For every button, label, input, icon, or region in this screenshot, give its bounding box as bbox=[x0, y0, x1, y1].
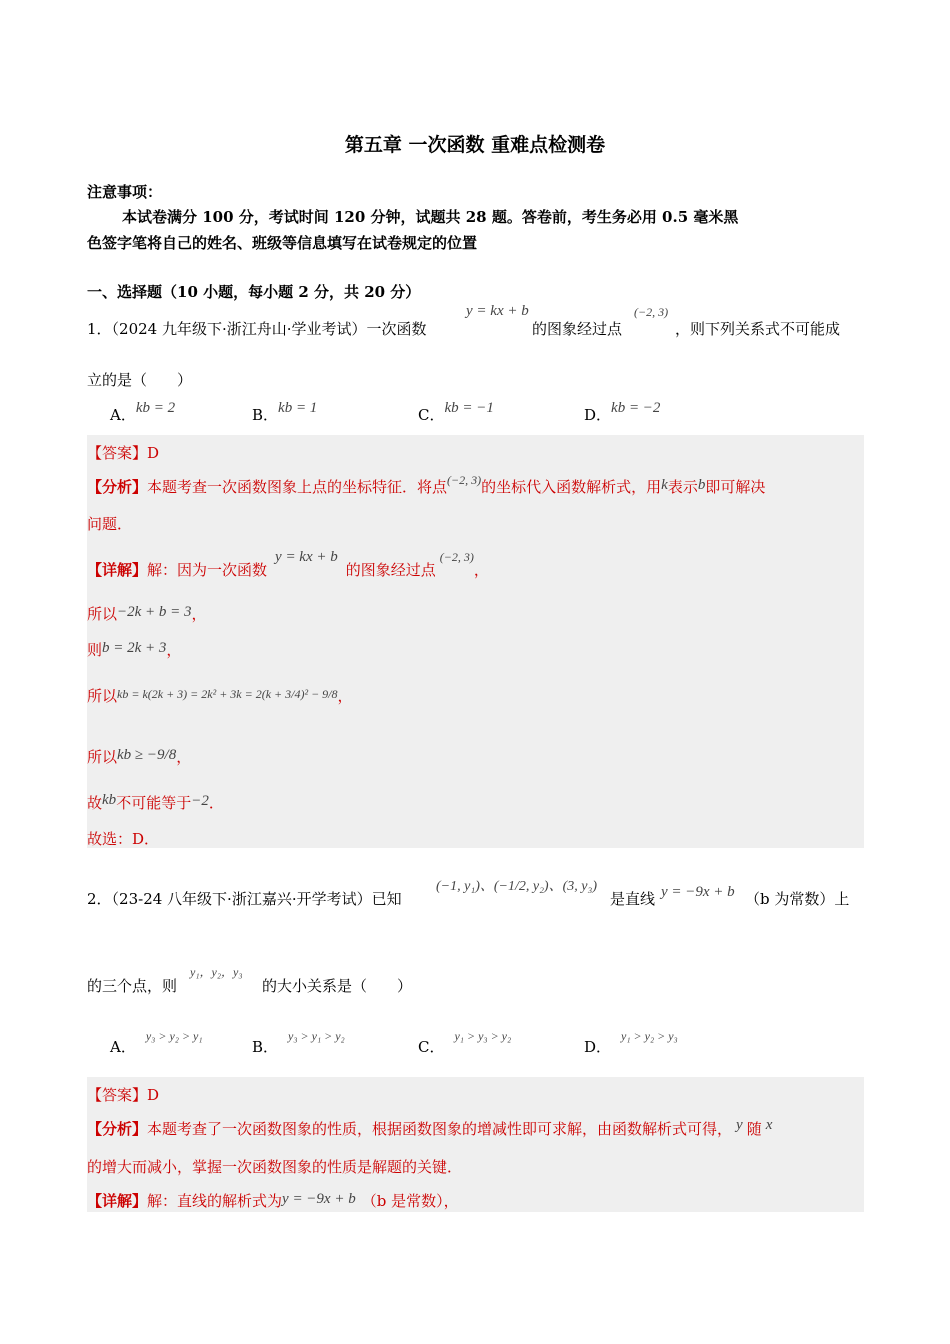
analysis-y: y bbox=[736, 1117, 743, 1133]
option-math: kb = −1 bbox=[444, 400, 494, 416]
option-math: y₁ > y₃ > y₂ bbox=[454, 1029, 512, 1043]
detail-function: y = kx + b bbox=[275, 549, 338, 565]
q2-line: y = −9x + b bbox=[661, 884, 735, 900]
option-math: y₃ > y₂ > y₁ bbox=[145, 1029, 203, 1043]
q2-detail bbox=[87, 1190, 459, 1211]
q2-answer: 【答案】D bbox=[87, 1086, 160, 1104]
step-text: 所以 bbox=[87, 687, 118, 705]
q1-stem-d: 立的是（ ） bbox=[87, 371, 193, 389]
step-text: 故 bbox=[87, 794, 103, 812]
q2-stem-d: 的三个点，则 bbox=[87, 977, 178, 995]
section-heading: 一、选择题（10 小题，每小题 2 分，共 20 分） bbox=[87, 283, 421, 301]
detail-text: 解：直线的解析式为 bbox=[147, 1192, 283, 1210]
option-label: C． bbox=[418, 1038, 445, 1056]
analysis-text: 本题考查了一次函数图象的性质，根据函数图象的增减性即可求解，由函数解析式可得， bbox=[147, 1120, 733, 1138]
analysis-text: 随 bbox=[746, 1120, 762, 1138]
step-text: ， bbox=[191, 605, 207, 623]
q2-option-c bbox=[418, 1029, 512, 1057]
step-text: ， bbox=[166, 641, 182, 659]
analysis-b: b bbox=[697, 477, 706, 493]
step-math: kb ≥ −9/8 bbox=[117, 747, 177, 763]
detail-math: y = −9x + b bbox=[282, 1191, 356, 1207]
q1-step-1 bbox=[87, 603, 207, 624]
option-label: C． bbox=[418, 406, 445, 424]
step-text: ， bbox=[337, 687, 353, 705]
analysis-point: (−2, 3) bbox=[447, 473, 482, 487]
analysis-x: x bbox=[765, 1117, 773, 1133]
q1-detail bbox=[87, 549, 489, 580]
q2-option-a bbox=[110, 1029, 203, 1057]
q1-function: y = kx + b bbox=[466, 303, 529, 319]
q2-analysis-cont: 的增大而减小，掌握一次函数图象的性质是解题的关键． bbox=[87, 1158, 463, 1176]
option-label: A． bbox=[110, 406, 136, 424]
q2-analysis bbox=[87, 1118, 772, 1139]
step-math: kb bbox=[102, 792, 117, 808]
q2-solution-box bbox=[87, 1077, 864, 1212]
q1-step-2 bbox=[87, 639, 181, 660]
q1-step-6: 故选：D． bbox=[87, 830, 160, 848]
detail-point: (−2, 3) bbox=[439, 550, 474, 564]
q1-option-a bbox=[110, 400, 176, 425]
step-text: 所以 bbox=[87, 748, 118, 766]
q1-option-c bbox=[418, 400, 494, 425]
q2-option-b bbox=[252, 1029, 345, 1057]
option-label: A． bbox=[110, 1038, 136, 1056]
analysis-text: 本题考查一次函数图象上点的坐标特征．将点 bbox=[147, 478, 448, 496]
detail-tag: 【详解】 bbox=[87, 561, 148, 579]
q1-stem-b: 的图象经过点 bbox=[532, 320, 623, 338]
option-math: kb = −2 bbox=[611, 400, 661, 416]
detail-text: ， bbox=[473, 561, 489, 579]
analysis-tag: 【分析】 bbox=[87, 478, 148, 496]
notice-line-2: 色签字笔将自己的姓名、班级等信息填写在试卷规定的位置 bbox=[87, 234, 478, 252]
option-label: D． bbox=[584, 406, 612, 424]
step-math: kb = k(2k + 3) = 2k² + 3k = 2(k + 3/4)² − 9/8 bbox=[117, 687, 338, 701]
q1-stem-c: ，则下列关系式不可能成 bbox=[675, 320, 841, 338]
q2-stem-a: 2．（23-24 八年级下·浙江嘉兴·开学考试）已知 bbox=[87, 890, 402, 908]
step-text: 所以 bbox=[87, 605, 118, 623]
q1-analysis-cont: 问题． bbox=[87, 515, 133, 533]
analysis-text: 的坐标代入函数解析式，用 bbox=[481, 478, 662, 496]
q2-stem-b: 是直线 bbox=[610, 890, 656, 908]
q1-solution-box bbox=[87, 435, 864, 848]
option-label: B． bbox=[252, 406, 279, 424]
q1-option-d bbox=[584, 400, 661, 425]
option-label: D． bbox=[584, 1038, 612, 1056]
step-text: 不可能等于 bbox=[116, 794, 192, 812]
detail-tag: 【详解】 bbox=[87, 1192, 148, 1210]
q2-option-d bbox=[584, 1029, 678, 1057]
q1-analysis bbox=[87, 473, 766, 497]
option-label: B． bbox=[252, 1038, 279, 1056]
q1-option-b bbox=[252, 400, 318, 425]
q2-vars: y₁，y₂，y₃ bbox=[190, 965, 243, 979]
analysis-text: 即可解决 bbox=[705, 478, 766, 496]
page-title: 第五章 一次函数 重难点检测卷 bbox=[344, 134, 606, 156]
option-math: y₁ > y₂ > y₃ bbox=[621, 1029, 678, 1043]
analysis-k: k bbox=[661, 477, 668, 493]
step-math: −2 bbox=[191, 793, 209, 809]
q1-answer: 【答案】D bbox=[87, 444, 160, 462]
detail-text: 解：因为一次函数 bbox=[147, 561, 268, 579]
detail-text: （b 是常数）， bbox=[361, 1192, 459, 1210]
q2-points: (−1, y₁)、(−1/2, y₂)、(3, y₃) bbox=[436, 879, 597, 894]
step-math: b = 2k + 3 bbox=[102, 640, 167, 656]
step-text: ． bbox=[208, 794, 224, 812]
q1-step-3 bbox=[87, 685, 353, 706]
option-math: y₃ > y₁ > y₂ bbox=[288, 1029, 345, 1043]
detail-text: 的图象经过点 bbox=[345, 561, 436, 579]
step-text: 则 bbox=[87, 641, 103, 659]
option-math: kb = 2 bbox=[135, 400, 176, 416]
q1-point: (−2, 3) bbox=[634, 305, 669, 319]
q1-step-4 bbox=[87, 746, 191, 767]
analysis-tag: 【分析】 bbox=[87, 1120, 148, 1138]
q1-stem-a: 1．（2024 九年级下·浙江舟山·学业考试）一次函数 bbox=[87, 320, 427, 338]
notice-heading: 注意事项： bbox=[87, 183, 163, 201]
step-text: ， bbox=[176, 748, 192, 766]
notice-line-1: 本试卷满分 100 分，考试时间 120 分钟，试题共 28 题。答卷前，考生务必用 0.5 毫米黑 bbox=[122, 208, 739, 226]
q2-stem-e: 的大小关系是（ ） bbox=[262, 977, 413, 995]
option-math: kb = 1 bbox=[278, 400, 318, 416]
analysis-text: 表示 bbox=[667, 478, 698, 496]
step-math: −2k + b = 3 bbox=[117, 604, 192, 620]
q1-step-5 bbox=[87, 792, 224, 813]
q2-stem-c: （b 为常数）上 bbox=[745, 890, 850, 908]
